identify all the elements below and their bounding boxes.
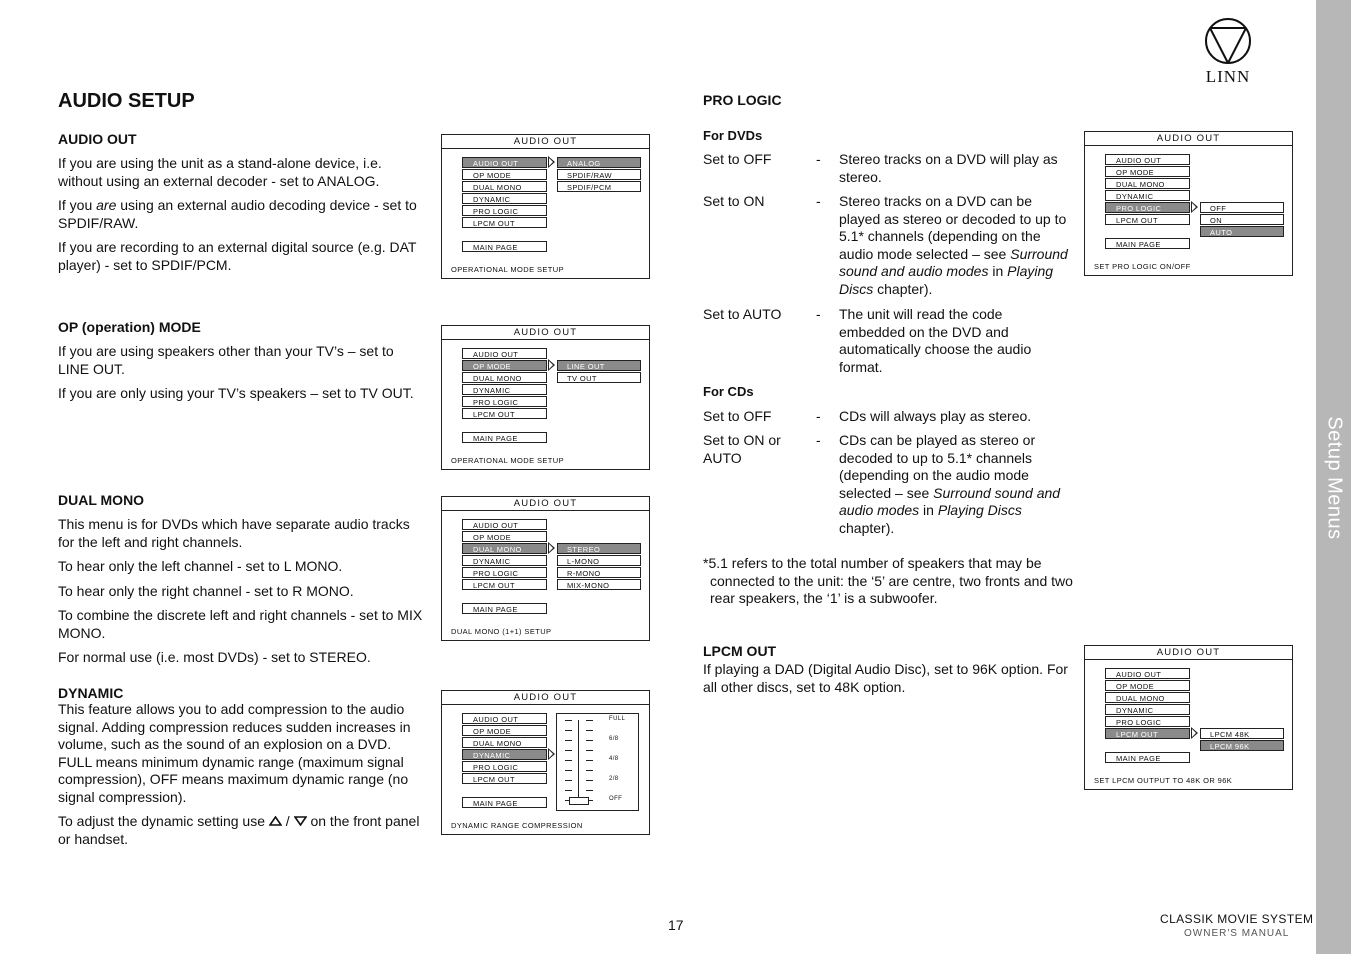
- cd-row-text: CDs will always play as stereo.: [839, 408, 1032, 424]
- dynamic-section: [58, 685, 424, 855]
- dash: -: [816, 193, 821, 209]
- menu-item: PRO LOGIC: [1105, 716, 1190, 727]
- scale-tick: [586, 790, 593, 791]
- up-arrow-icon: [269, 816, 282, 826]
- footer-subtitle: OWNER'S MANUAL: [1184, 928, 1290, 939]
- scale-tick: [565, 780, 572, 781]
- menu-item: OP MODE: [1105, 680, 1190, 691]
- scale-label: 2/8: [609, 776, 619, 782]
- menu-item: AUDIO OUT: [462, 713, 547, 724]
- page-title: AUDIO SETUP: [58, 90, 195, 112]
- menu-option: TV OUT: [557, 372, 641, 383]
- menu-caption: DYNAMIC RANGE COMPRESSION: [451, 821, 583, 830]
- scale-tick: [565, 740, 572, 741]
- menu-main-page: MAIN PAGE: [1105, 238, 1190, 249]
- menu-pointer-icon: [548, 542, 555, 554]
- scale-tick: [565, 760, 572, 761]
- cd-row-label: Set to ON or AUTO: [703, 432, 781, 466]
- menu-caption: OPERATIONAL MODE SETUP: [451, 265, 564, 274]
- dual-mono-p3: To hear only the right channel - set to R MONO.: [58, 582, 354, 599]
- menu-option: LPCM 48K: [1200, 728, 1284, 739]
- cd-row-text: CDs can be played as stereo or decoded to up to 5.1* channels (depending on the audio mode selected – see Surround sound and audio modes in Playing Discs chapter).: [839, 432, 1061, 536]
- menu-option: LINE OUT: [557, 360, 641, 371]
- menu-item: OP MODE: [462, 531, 547, 542]
- scale-label: OFF: [609, 796, 623, 802]
- dual-mono-section: [58, 492, 423, 674]
- menu-main-page: MAIN PAGE: [462, 241, 547, 252]
- menu-item: OP MODE: [462, 725, 547, 736]
- menu-item: LPCM OUT: [462, 579, 547, 590]
- scale-tick: [565, 750, 572, 751]
- dash: -: [816, 151, 821, 167]
- menu-item: DYNAMIC: [1105, 704, 1190, 715]
- menu-title: AUDIO OUT: [442, 691, 649, 705]
- scale-label: 4/8: [609, 756, 619, 762]
- scale-tick: [586, 780, 593, 781]
- menu-option: ON: [1200, 214, 1284, 225]
- scale-tick: [586, 750, 593, 751]
- menu-item: OP MODE: [462, 169, 547, 180]
- down-arrow-icon: [294, 816, 307, 826]
- footer-brand: CLASSIK MOVIE SYSTEM: [1160, 912, 1314, 926]
- menu-pointer-icon: [1191, 727, 1198, 739]
- menu-caption: DUAL MONO (1+1) SETUP: [451, 627, 552, 636]
- slider-knob: [569, 797, 589, 805]
- menu-item: DUAL MONO: [462, 372, 547, 383]
- linn-logo-icon: [1202, 18, 1254, 64]
- op-mode-heading: OP (operation) MODE: [58, 319, 201, 335]
- side-tab-label: Setup Menus: [1323, 416, 1345, 540]
- audio-out-section: [58, 131, 423, 281]
- menu-option: AUTO: [1200, 226, 1284, 237]
- dash: -: [816, 408, 821, 424]
- menu-option: ANALOG: [557, 157, 641, 168]
- audio-out-p2: If you are using an external audio decoding device - set to SPDIF/RAW.: [58, 197, 417, 231]
- dynamic-scale-box: [556, 713, 639, 811]
- menu-option: L-MONO: [557, 555, 641, 566]
- menu-title: AUDIO OUT: [442, 497, 649, 511]
- scale-tick: [586, 760, 593, 761]
- dvd-row-label: Set to OFF: [703, 151, 772, 167]
- scale-label: FULL: [609, 716, 626, 722]
- menu-item: DUAL MONO: [462, 737, 547, 748]
- op-mode-p2: If you are only using your TV’s speakers – set to TV OUT.: [58, 385, 414, 401]
- dvd-row-label: Set to AUTO: [703, 306, 782, 322]
- menu-title: AUDIO OUT: [1085, 132, 1292, 146]
- dynamic-p1: This feature allows you to add compression to the audio signal. Adding compression reduces sudden increases in volume, such as the sound of an explosion on a DVD. FULL means minimum dynamic range (maximum signal compression), OFF means maximum dynamic range (no signal compression).: [58, 701, 411, 805]
- op-mode-section: [58, 319, 423, 410]
- scale-tick: [586, 720, 593, 721]
- dual-mono-p2: To hear only the left channel - set to L MONO.: [58, 558, 343, 574]
- dual-mono-p5: For normal use (i.e. most DVDs) - set to STEREO.: [58, 649, 371, 665]
- dual-mono-p4: To combine the discrete left and right channels - set to MIX MONO.: [58, 607, 423, 641]
- for-cds-heading: For CDs: [703, 384, 754, 399]
- menu-item: AUDIO OUT: [1105, 668, 1190, 679]
- scale-tick: [565, 790, 572, 791]
- scale-tick: [565, 770, 572, 771]
- menu-item: DYNAMIC: [462, 555, 547, 566]
- menu-title: AUDIO OUT: [1085, 646, 1292, 660]
- menu-item: DYNAMIC: [462, 749, 547, 760]
- menu-main-page: MAIN PAGE: [1105, 752, 1190, 763]
- menu-item: AUDIO OUT: [1105, 154, 1190, 165]
- menu-item: PRO LOGIC: [462, 396, 547, 407]
- menu-item: LPCM OUT: [462, 773, 547, 784]
- page-number: 17: [668, 917, 684, 933]
- lpcm-out-heading: LPCM OUT: [703, 643, 777, 659]
- menu-item: PRO LOGIC: [462, 205, 547, 216]
- menu-item: DYNAMIC: [1105, 190, 1190, 201]
- menu-item: AUDIO OUT: [462, 519, 547, 530]
- menu-item: PRO LOGIC: [462, 761, 547, 772]
- menu-main-page: MAIN PAGE: [462, 432, 547, 443]
- menu-pro-logic-diagram: [1084, 131, 1293, 276]
- menu-dual-mono-diagram: [441, 496, 650, 641]
- dvd-row-text: Stereo tracks on a DVD will play as stereo.: [839, 151, 1058, 185]
- menu-item: AUDIO OUT: [462, 348, 547, 359]
- scale-label: 6/8: [609, 736, 619, 742]
- dvd-row-text: The unit will read the code embedded on the DVD and automatically choose the audio format.: [839, 306, 1032, 375]
- menu-item: LPCM OUT: [1105, 728, 1190, 739]
- dash: -: [816, 432, 821, 448]
- menu-item: DUAL MONO: [462, 181, 547, 192]
- menu-item: PRO LOGIC: [462, 567, 547, 578]
- audio-out-p3: If you are recording to an external digital source (e.g. DAT player) - set to SPDIF/PCM.: [58, 239, 417, 273]
- slider-rail: [578, 720, 579, 800]
- linn-logo: [1202, 18, 1254, 87]
- menu-main-page: MAIN PAGE: [462, 797, 547, 808]
- menu-option: SPDIF/RAW: [557, 169, 641, 180]
- menu-option: R-MONO: [557, 567, 641, 578]
- dual-mono-heading: DUAL MONO: [58, 492, 145, 508]
- menu-pointer-icon: [548, 748, 555, 760]
- dynamic-p2: To adjust the dynamic setting use / on the front panel or handset.: [58, 813, 420, 847]
- menu-item: PRO LOGIC: [1105, 202, 1190, 213]
- side-tab: [1316, 0, 1351, 954]
- menu-option: OFF: [1200, 202, 1284, 213]
- scale-tick: [586, 730, 593, 731]
- menu-item: OP MODE: [462, 360, 547, 371]
- dynamic-heading: DYNAMIC: [58, 685, 124, 701]
- audio-out-heading: AUDIO OUT: [58, 131, 137, 147]
- dash: -: [816, 306, 821, 322]
- menu-item: AUDIO OUT: [462, 157, 547, 168]
- menu-option: MIX-MONO: [557, 579, 641, 590]
- menu-title: AUDIO OUT: [442, 326, 649, 340]
- pro-logic-heading: PRO LOGIC: [703, 92, 782, 108]
- menu-item: DYNAMIC: [462, 384, 547, 395]
- menu-item: DUAL MONO: [1105, 178, 1190, 189]
- menu-caption: OPERATIONAL MODE SETUP: [451, 456, 564, 465]
- menu-item: DUAL MONO: [462, 543, 547, 554]
- menu-item: LPCM OUT: [462, 217, 547, 228]
- audio-out-p1: If you are using the unit as a stand-alone device, i.e. without using an external decoder - set to ANALOG.: [58, 155, 382, 189]
- menu-item: OP MODE: [1105, 166, 1190, 177]
- menu-option: SPDIF/PCM: [557, 181, 641, 192]
- scale-tick: [565, 720, 572, 721]
- menu-lpcm-out-diagram: [1084, 645, 1293, 790]
- dual-mono-p1: This menu is for DVDs which have separate audio tracks for the left and right channels.: [58, 516, 410, 550]
- scale-tick: [586, 770, 593, 771]
- menu-option: LPCM 96K: [1200, 740, 1284, 751]
- scale-tick: [565, 730, 572, 731]
- menu-caption: SET PRO LOGIC ON/OFF: [1094, 262, 1191, 271]
- menu-op-mode-diagram: [441, 325, 650, 470]
- lpcm-out-text: If playing a DAD (Digital Audio Disc), set to 96K option. For all other discs, set to 48K option.: [703, 661, 1068, 695]
- menu-item: DUAL MONO: [1105, 692, 1190, 703]
- op-mode-p1: If you are using speakers other than your TV’s – set to LINE OUT.: [58, 343, 394, 377]
- footnote: *5.1 refers to the total number of speakers that may be connected to the unit: the ‘5’ are centre, two fronts and two rear speakers, the ‘1’ is a subwoofer.: [703, 555, 1073, 606]
- dvd-row-text: Stereo tracks on a DVD can be played as stereo or decoded to up to 5.1* channels (depending on the audio mode selected – see Surround sound and audio modes in Playing Discs chapter).: [839, 193, 1068, 297]
- menu-pointer-icon: [1191, 201, 1198, 213]
- scale-tick: [586, 740, 593, 741]
- menu-title: AUDIO OUT: [442, 135, 649, 149]
- menu-pointer-icon: [548, 359, 555, 371]
- menu-audio-out-diagram: [441, 134, 650, 279]
- cd-row-label: Set to OFF: [703, 408, 772, 424]
- dvd-row-label: Set to ON: [703, 193, 765, 209]
- menu-item: DYNAMIC: [462, 193, 547, 204]
- linn-wordmark: LINN: [1205, 67, 1251, 86]
- menu-item: LPCM OUT: [462, 408, 547, 419]
- menu-pointer-icon: [548, 156, 555, 168]
- menu-main-page: MAIN PAGE: [462, 603, 547, 614]
- menu-item: LPCM OUT: [1105, 214, 1190, 225]
- menu-option: STEREO: [557, 543, 641, 554]
- for-dvds-heading: For DVDs: [703, 128, 763, 143]
- menu-dynamic-diagram: [441, 690, 650, 835]
- menu-caption: SET LPCM OUTPUT TO 48K OR 96K: [1094, 776, 1233, 785]
